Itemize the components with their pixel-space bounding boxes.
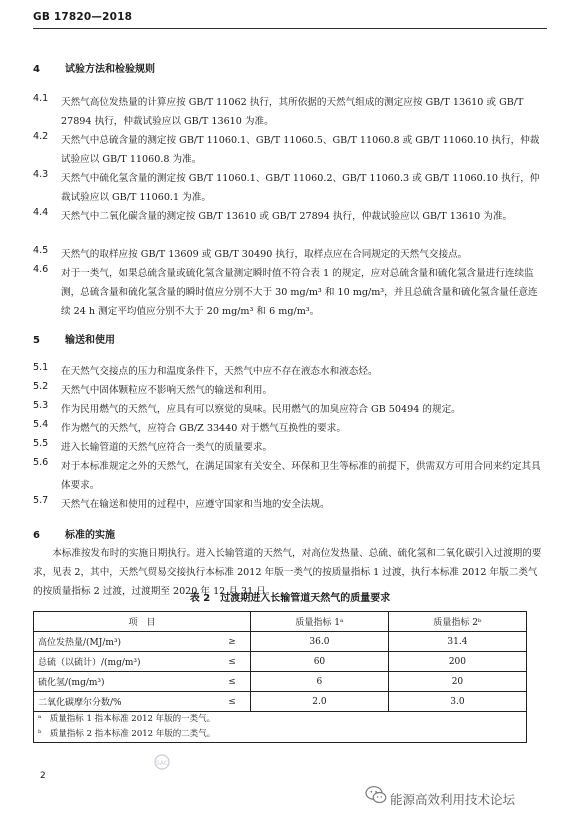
clause-text: 天然气在输送和使用的过程中，应遵守国家和当地的安全法规。 — [61, 499, 330, 510]
row-operator: ≤ — [214, 672, 251, 692]
clause-number: 5.7 — [33, 495, 49, 506]
row-item: 高位发热量/(MJ/m³) — [34, 632, 215, 652]
table-notes-row — [34, 712, 527, 743]
table-row — [34, 652, 527, 672]
row-q2: 20 — [388, 672, 526, 692]
clause-number: 5.2 — [33, 381, 49, 392]
clause-text: 对于本标准规定之外的天然气，在满足国家有关安全、环保和卫生等标准的前提下，供需双方可用合同来约定其具体要求。 — [61, 461, 541, 491]
clause-text: 作为燃气的天然气，应符合 GB/Z 33440 对于燃气互换性的要求。 — [61, 423, 346, 434]
section-title: 试验方法和检验规则 — [65, 64, 155, 75]
clause-text: 作为民用燃气的天然气，应具有可以察觉的臭味。民用燃气的加臭应符合 GB 50494 的规定。 — [61, 404, 461, 415]
header-q2: 质量指标 2ᵇ — [388, 612, 526, 632]
clause-number: 4.3 — [33, 169, 49, 180]
clause-4-2 — [33, 131, 547, 169]
clause-number: 4.1 — [33, 93, 49, 104]
table-row — [34, 632, 527, 652]
section-6-paragraph: 本标准按发布时的实施日期执行。进入长输管道的天然气，对高位发热量、总硫、硫化氢和二氧化碳引入过渡期的要求，见表 2，其中，天然气贸易交接执行本标准 2012 年版一类气的按质量指标 1 过渡，执行本标准 2012 年版二类气的按质量指标 2 过渡，过渡期至 2020 年 12 月 31 日。 — [33, 548, 542, 597]
clause-4-1 — [33, 93, 547, 131]
table-row — [34, 692, 527, 712]
header-q1: 质量指标 1ᵃ — [251, 612, 389, 632]
clause-number: 4.2 — [33, 131, 49, 142]
clause-text: 对于一类气，如果总硫含量或硫化氢含量测定瞬时值不符合表 1 的规定，应对总硫含量和硫化氢含量进行连续监测，总硫含量和硫化氢含量的瞬时值应分别不大于 30 mg/m³ 和 10 mg/m³，并且总硫含量和硫化氢含量任意连续 24 h 测定平均值应分别不大于 20 mg/m³ 和 6 mg/m³。 — [61, 268, 538, 317]
row-q1: 36.0 — [251, 632, 389, 652]
clause-text: 天然气中二氧化碳含量的测定按 GB/T 13610 或 GB/T 27894 执行，仲裁试验应以 GB/T 13610 为准。 — [61, 211, 513, 222]
clause-5-3 — [33, 400, 547, 419]
section-6-heading — [33, 526, 115, 541]
clause-4-5 — [33, 245, 547, 264]
section-4-heading — [33, 60, 155, 75]
header-rule — [33, 28, 547, 29]
table-note-b: ᵇ 质量指标 2 指本标准 2012 年版的二类气。 — [38, 729, 216, 739]
clause-text: 天然气中总硫含量的测定按 GB/T 11060.1、GB/T 11060.5、GB/T 11060.8 或 GB/T 11060.10 执行，仲裁试验应以 GB/T 11060.8 为准。 — [61, 135, 540, 165]
row-q1: 60 — [251, 652, 389, 672]
row-item: 二氧化碳摩尔分数/% — [34, 692, 215, 712]
section-number: 5 — [33, 335, 40, 346]
table-notes — [34, 712, 527, 743]
clause-text: 天然气的取样应按 GB/T 13609 或 GB/T 30490 执行，取样点应在合同规定的天然气交接点。 — [61, 249, 468, 260]
row-q2: 31.4 — [388, 632, 526, 652]
standard-code: GB 17820—2018 — [33, 11, 133, 23]
clause-4-6 — [33, 264, 547, 321]
section-title: 标准的实施 — [65, 530, 115, 541]
clause-number: 5.6 — [33, 457, 49, 468]
clause-number: 5.4 — [33, 419, 49, 430]
header-item: 项 目 — [34, 612, 251, 632]
row-q2: 200 — [388, 652, 526, 672]
clause-5-6 — [33, 457, 547, 495]
wechat-icon — [365, 785, 387, 805]
clause-5-7 — [33, 495, 547, 514]
table-header-row — [34, 612, 527, 632]
section-number: 4 — [33, 64, 40, 75]
clause-5-5 — [33, 438, 547, 457]
row-item: 硫化氢/(mg/m³) — [34, 672, 215, 692]
row-operator: ≤ — [214, 692, 251, 712]
clause-text: 天然气中硫化氢含量的测定按 GB/T 11060.1、GB/T 11060.2、GB/T 11060.3 或 GB/T 11060.10 执行，仲裁试验应以 GB/T 11060.1 为准。 — [61, 173, 540, 203]
row-operator: ≤ — [214, 652, 251, 672]
clause-5-4 — [33, 419, 547, 438]
page-number: 2 — [40, 771, 46, 781]
row-q1: 6 — [251, 672, 389, 692]
clause-number: 4.4 — [33, 207, 49, 218]
table-note-a: ᵃ 质量指标 1 指本标准 2012 年版的一类气。 — [38, 714, 216, 724]
clause-5-2 — [33, 381, 547, 400]
clause-text: 进入长输管道的天然气应符合一类气的质量要求。 — [61, 442, 273, 453]
clause-number: 5.1 — [33, 362, 49, 373]
clause-number: 4.6 — [33, 264, 49, 275]
clause-number: 5.3 — [33, 400, 49, 411]
clause-text: 天然气高位发热量的计算应按 GB/T 11062 执行，其所依据的天然气组成的测定应按 GB/T 13610 或 GB/T 27894 执行，仲裁试验应以 GB/T 13610 为准。 — [61, 97, 524, 127]
clause-text: 在天然气交接点的压力和温度条件下，天然气中应不存在液态水和液态烃。 — [61, 366, 378, 377]
row-item: 总硫（以硫计）/(mg/m³) — [34, 652, 215, 672]
section-5-heading — [33, 331, 115, 346]
row-operator: ≥ — [214, 632, 251, 652]
publisher-stamp-icon — [154, 754, 170, 770]
row-q1: 2.0 — [251, 692, 389, 712]
clause-text: 天然气中固体颗粒应不影响天然气的输送和利用。 — [61, 385, 273, 396]
clause-number: 5.5 — [33, 438, 49, 449]
section-number: 6 — [33, 530, 40, 541]
clause-number: 4.5 — [33, 245, 49, 256]
watermark-text: 能源高效利用技术论坛 — [390, 792, 516, 807]
quality-table — [33, 611, 527, 743]
clause-4-4 — [33, 207, 547, 226]
row-q2: 3.0 — [388, 692, 526, 712]
table-row — [34, 672, 527, 692]
clause-5-1 — [33, 362, 547, 381]
table-caption: 表 2 过渡期进入长输管道天然气的质量要求 — [189, 593, 391, 604]
section-title: 输送和使用 — [65, 335, 115, 346]
svg-text:SAC: SAC — [155, 760, 169, 767]
clause-4-3 — [33, 169, 547, 207]
